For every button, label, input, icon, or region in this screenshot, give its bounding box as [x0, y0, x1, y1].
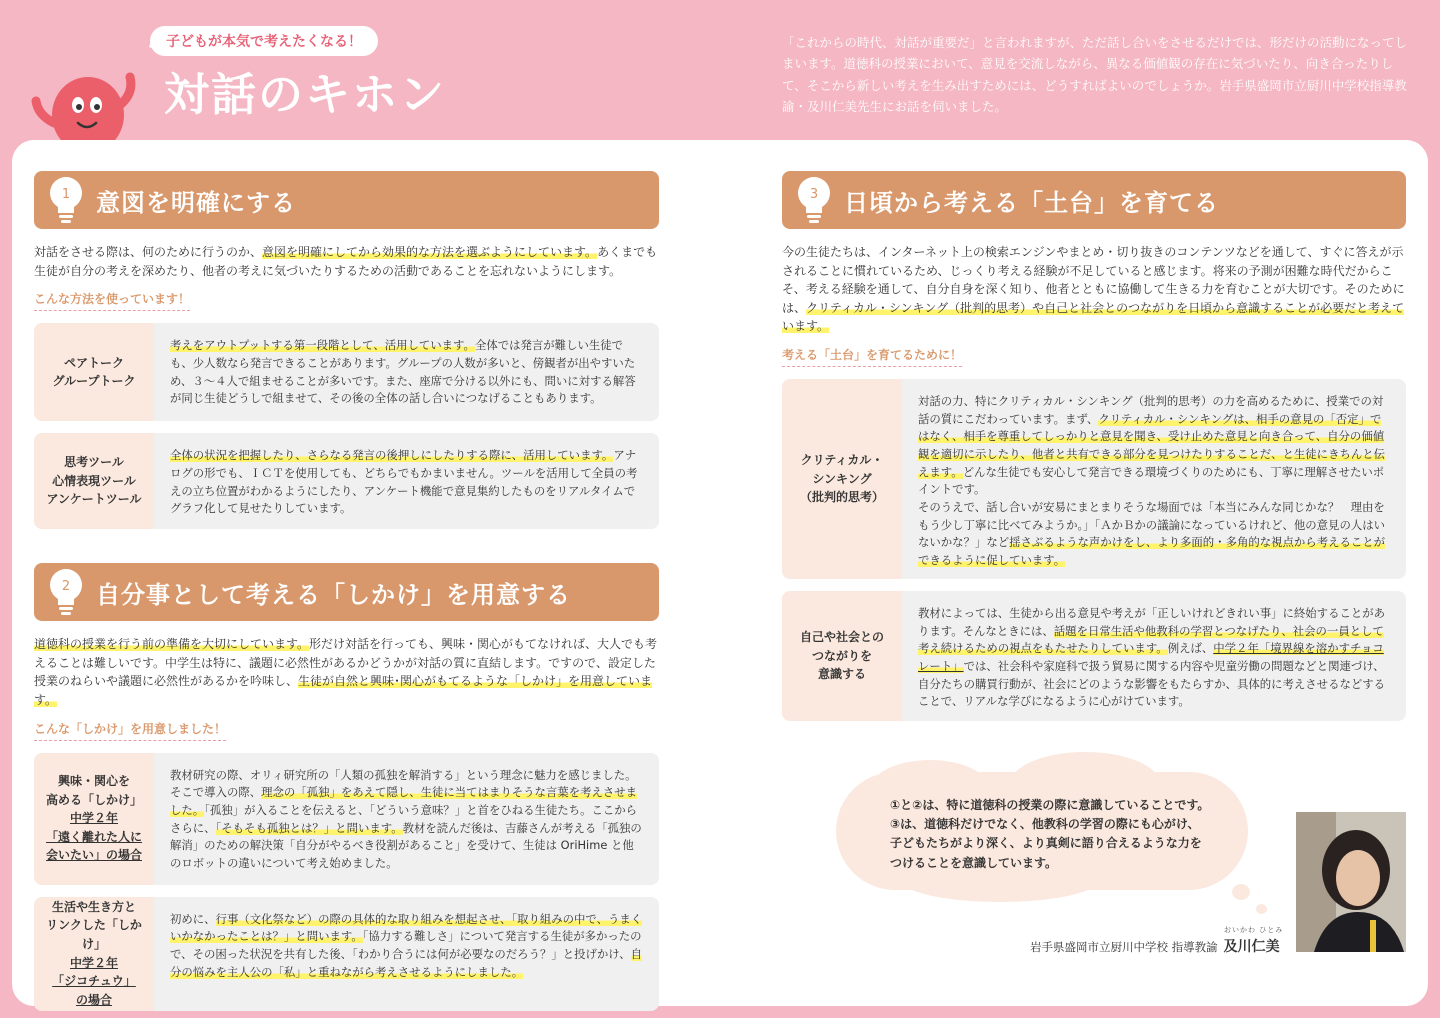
foundation-card — [782, 379, 1406, 579]
shikake-card-text: 初めに、行事（文化祭など）の際の具体的な取り組みを想起させ、「取り組みの中で、うまくいかなかったことは？」と問います。「協力する難しさ」について発言する生徒が多かったので、その困った状況を共有した後、「わかり合うには何が必要なのだろう？」と投げかけ、自分の悩みを主人公の「私」と重ねながら考えさせるようにしました。 — [170, 911, 643, 979]
method-card-label: ペアトーク グループトーク — [34, 323, 154, 421]
method-card-text: 考えをアウトプットする第一段階として、活用しています。全体では発言が難しい生徒でも、少人数なら発言できることがあります。グループの人数が多いと、傍観者が出やすいため、３〜４人で組ませることが多いです。また、座席で分ける以外にも、問いに対する解答が同じ生徒どうしで組ませて、その後の全体の話し合いにつなげることもあります。 — [170, 338, 636, 406]
foundation-card — [782, 591, 1406, 721]
section-number: 1 — [61, 187, 71, 202]
affiliation: 岩手県盛岡市立厨川中学校 指導教諭 — [1030, 940, 1218, 954]
section-2-sublabel: こんな「しかけ」を用意しました！ — [34, 720, 226, 741]
subtitle-bubble: 子どもが本気で考えたくなる！ — [150, 26, 378, 56]
intro-text: 「これからの時代、対話が重要だ」と言われますが、ただ話し合いをさせるだけでは、形だけの活動になってしまいます。道徳科の授業において、意見を交流しながら、異なる価値観の存在に気づいたり、向き合ったりして、そこから新しい考えを生み出すためには、どうすればよいのでしょうか。岩手県盛岡市立厨川中学校指導教諭・及川仁美先生にお話を伺いました。 — [782, 35, 1408, 114]
section-3-header — [782, 171, 1406, 229]
section-number: 2 — [61, 579, 71, 595]
profile-caption — [1030, 936, 1280, 956]
lightbulb-icon — [44, 175, 88, 225]
section-number: 3 — [809, 187, 819, 202]
section-3-sublabel: 考える「土台」を育てるために！ — [782, 346, 962, 367]
method-card — [34, 323, 659, 421]
page-title: 対話のキホン — [164, 68, 447, 121]
foundation-card-text: 対話の力、特にクリティカル・シンキング（批判的思考）の力を高めるために、授業での対話の質にこだわっています。まず、クリティカル・シンキングは、相手の意見の「否定」ではなく、相手を尊重してしっかりと意見を聞き、受け止めた意見と向き合って、自分の価値観を適切に示したり、他者と共有できる部分を見つけたりすることだ、と生徒にきちんと伝えます。どんな生徒でも安心して発言できる環境づくりのためにも、丁寧に理解させたいポイントです。 そのうえで、話し合いが安易にまとまりそうな場面では「本当にみんな同じかな？ 理由をもう少し丁寧に比べてみようか。」「ＡかＢかの議論になっているけれど、他の意見の人はいないかな？」など揺さぶるような声かけをし、より多面的・多角的な視点から考えることができるように促しています。 — [918, 393, 1386, 568]
shikake-card — [34, 753, 659, 885]
method-card-label: 思考ツール 心情表現ツール アンケートツール — [34, 433, 154, 529]
cloud-puff — [1256, 904, 1267, 914]
teacher-name: 及川仁美 — [1223, 939, 1280, 955]
section-2-body: 道徳科の授業を行う前の準備を大切にしています。形だけ対話を行っても、興味・関心がもてなければ、大人でも考えることは難しいです。中学生は特に、議題に必然性があるかどうかが対話の質に直結します。ですので、設定した授業のねらいや議題に必然性があるかを吟味し、生徒が自然と興味･関心がもてるような「しかけ」を用意しています。 — [34, 637, 658, 707]
lightbulb-icon — [44, 567, 88, 617]
foundation-card-label: 自己や社会との つながりを 意識する — [782, 591, 902, 721]
section-3-body: 今の生徒たちは、インターネット上の検索エンジンやまとめ・切り抜きのコンテンツなどを通して、すぐに答えが示されることに慣れているため、じっくり考える経験が不足していると感じます。将来の予測が困難な時代だからこそ、考える経験を通して、自分自身を深く知り、他者とともに協働して生きる力を育むことが大切です。そのためには、クリティカル・シンキング（批判的思考）や自己と社会とのつながりを日頃から意識することが必要だと考えています。 — [782, 245, 1405, 334]
section-2-title: 自分事として考える「しかけ」を用意する — [96, 580, 571, 609]
shikake-card-label: 生活や生き方と リンクした「しかけ」 中学２年 「ジコチュウ」 の場合 — [34, 897, 154, 1011]
closing-message: ①と②は、特に道徳科の授業の際に意識していることです。 ③は、道徳科だけでなく、他教科の学習の際にも心がけ、 子どもたちがより深く、より真剣に語り合えるような力を つけることを意識しています。 — [890, 798, 1210, 870]
foundation-card-text: 教材によっては、生徒から出る意見や考えが「正しいけれどきれい事」に終始することがあります。そんなときには、話題を日常生活や他教科の学習とつなげたり、社会の一員として考え続けるための視点をもたせたりしています。例えば、中学２年「境界線を溶かすチョコレート」では、社会科や家庭科で扱う貿易に関する内容や児童労働の問題などと関連づけ、自分たちの購買行動が、社会にどのような影響をもたらすか、具体的に考えさせるなどすることで、リアルな学びになるように心がけています。 — [918, 605, 1386, 709]
section-1-title: 意図を明確にする — [96, 188, 296, 217]
section-1-body: 対話をさせる際は、何のために行うのか、意図を明確にしてから効果的な方法を選ぶようにしています。あくまでも生徒が自分の考えを深めたり、他者の考えに気づいたりするための活動であることを忘れないようにします。 — [34, 245, 658, 278]
section-3-title: 日頃から考える「土台」を育てる — [844, 188, 1219, 217]
cloud-puff — [1232, 884, 1250, 900]
method-card-text: 全体の状況を把握したり、さらなる発言の後押しにしたりする際に、活用しています。アナログの形でも、ＩＣＴを使用しても、どちらでもかまいません。ツールを活用して全員の考えの立ち位置がわかるようにしたり、アンケート機能で意見集約したものをリアルタイムでグラフ化して見せたりしています。 — [170, 448, 638, 516]
right-column — [782, 171, 1406, 721]
name-ruby: おいかわ ひとみ — [1224, 926, 1284, 934]
left-column — [34, 171, 659, 1011]
shikake-card-text: 教材研究の際、オリィ研究所の「人類の孤独を解消する」という理念に魅力を感じました。そこで導入の際、理念の「孤独」をあえて隠し、生徒に当てはまりそうな言葉を考えさせました。「孤独」が入ることを伝えると、「どういう意味？」と首をひねる生徒たち。ここからさらに、「そもそも孤独とは？」と問います。教材を読んだ後は、吉藤さんが考える「孤独の解消」のための解決策「自分がやるべき役割があること」を受けて、生徒は OriHime と他のロボットの違いについて考え始めました。 — [170, 767, 642, 870]
foundation-card-label: クリティカル・ シンキング （批判的思考） — [782, 379, 902, 579]
section-1-sublabel: こんな方法を使っています！ — [34, 290, 190, 311]
method-card — [34, 433, 659, 529]
shikake-card-label: 興味・関心を 高める「しかけ」 中学２年 「遠く離れた人に 会いたい」の場合 — [34, 753, 154, 885]
section-2-header — [34, 563, 659, 621]
shikake-card — [34, 897, 659, 1011]
teacher-photo — [1296, 812, 1406, 952]
section-1-header — [34, 171, 659, 229]
lightbulb-icon — [792, 175, 836, 225]
